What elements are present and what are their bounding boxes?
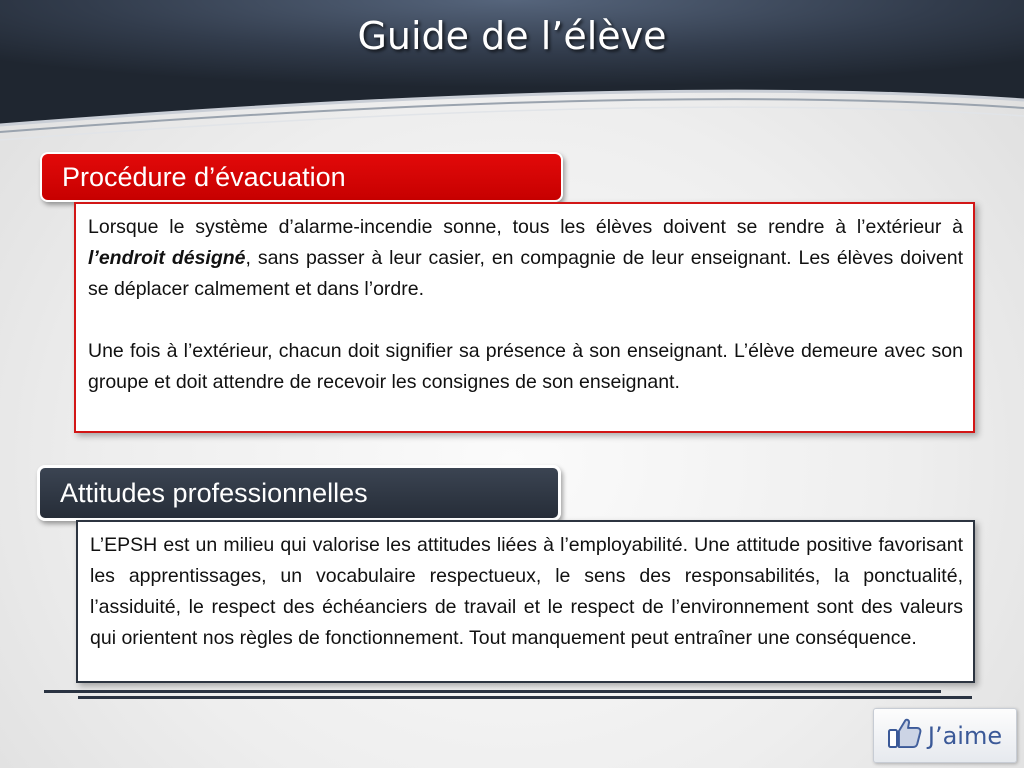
evacuation-text-start: Lorsque le système d’alarme-incendie sonne, tous les élèves doivent se rendre à l’extérieur à [88,216,963,238]
header-banner [0,0,1024,160]
evacuation-paragraph-2: Une fois à l’extérieur, chacun doit signifier sa présence à son enseignant. L’élève demeure avec son groupe et doit attendre de recevoir les consignes de son enseignant. [88,340,963,393]
evacuation-text-end: , sans passer à leur casier, en compagnie de leur enseignant. Les élèves doivent se déplacer calmement et dans l’ordre. [88,247,963,300]
designated-place-emphasis: l’endroit désigné [88,247,246,269]
attitudes-paragraph: L’EPSH est un milieu qui valorise les attitudes liées à l’employabilité. Une attitude positive favorisant les apprentissages, un vocabulaire respectueux, le sens des responsabilités, la ponctualité, l’assiduité, le respect des échéanciers de travail et le respect de l’environnement sont des valeurs qui orientent nos règles de fonctionnement. Tout manquement peut entraîner une conséquence. [90,534,963,649]
section-heading-attitudes: Attitudes professionnelles [37,465,561,521]
evacuation-paragraph-1 [88,212,963,305]
like-button[interactable] [873,708,1017,763]
divider-line-upper [44,690,941,693]
attitudes-content [76,520,975,683]
like-label: J’aime [927,721,1003,750]
divider-line-lower [78,696,972,699]
evacuation-content [74,202,975,433]
thumbs-up-icon [888,717,922,754]
page-title: Guide de l’élève [357,14,667,58]
section-heading-evacuation: Procédure d’évacuation [40,152,563,202]
